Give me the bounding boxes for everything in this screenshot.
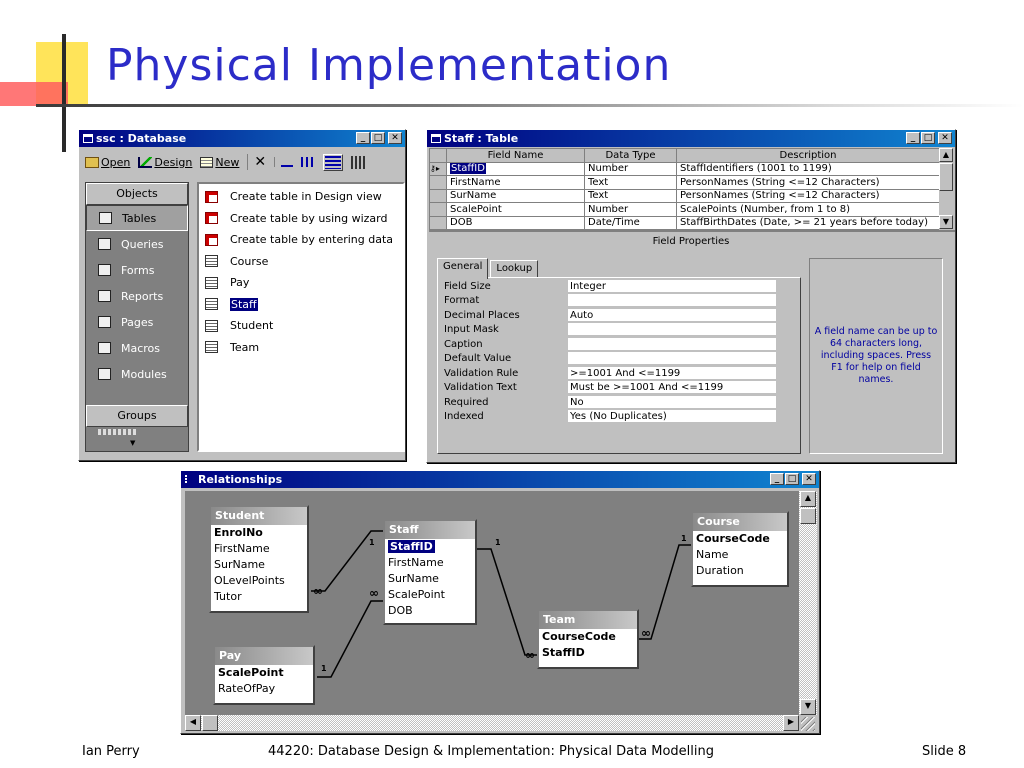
cell-text: StaffIdentifiers (1001 to 1199): [680, 163, 832, 175]
object-item-queries[interactable]: [86, 231, 188, 257]
property-row: [440, 279, 798, 294]
relationships-icon: [185, 475, 195, 483]
table-item-label: Student: [230, 319, 274, 333]
column-header-description[interactable]: Description: [677, 149, 940, 163]
table-icon: [205, 298, 218, 310]
entity-field-label: CourseCode: [542, 630, 616, 643]
property-value-input[interactable]: >=1001 And <=1199: [568, 367, 776, 380]
field-name-cell[interactable]: [447, 176, 585, 190]
open-button[interactable]: Open: [85, 156, 130, 169]
cell-text: FirstName: [450, 176, 501, 188]
staff-table-titlebar[interactable]: [427, 130, 955, 147]
property-row: [440, 308, 798, 323]
entity-field-label: Tutor: [214, 590, 242, 603]
object-item-label: Tables: [122, 211, 157, 225]
objects-header[interactable]: Objects: [86, 183, 188, 205]
entity-field[interactable]: [211, 525, 307, 541]
property-value-input[interactable]: Auto: [568, 309, 776, 322]
column-header-data-type[interactable]: Data Type: [585, 149, 677, 163]
entity-field-label: RateOfPay: [218, 682, 276, 695]
design-button[interactable]: Design: [138, 156, 192, 169]
entity-field[interactable]: [693, 531, 787, 547]
card-staff-student-one: 1: [369, 538, 375, 547]
entity-field[interactable]: [539, 645, 637, 661]
property-value-input[interactable]: [568, 294, 776, 307]
relationship-line-pay-staff: [317, 601, 383, 677]
entity-field-label: StaffID: [542, 646, 585, 659]
entity-field-label: ScalePoint: [388, 588, 445, 601]
entity-field[interactable]: [385, 587, 475, 603]
property-value-input[interactable]: Yes (No Duplicates): [568, 410, 776, 423]
field-grid: [429, 148, 940, 230]
property-row: [440, 294, 798, 309]
column-header-field-name[interactable]: Field Name: [447, 149, 585, 163]
description-cell[interactable]: [677, 162, 940, 176]
entity-staff[interactable]: [383, 519, 477, 625]
property-value-input[interactable]: [568, 352, 776, 365]
database-window: [78, 129, 406, 461]
create-table-option[interactable]: [199, 186, 403, 208]
relationships-hscroll[interactable]: [185, 715, 799, 731]
field-row[interactable]: [430, 203, 940, 217]
entity-field[interactable]: [385, 571, 475, 587]
card-staff-pay-many: ∞: [369, 586, 379, 600]
close-button[interactable]: ✕: [938, 132, 952, 144]
cell-text: PersonNames (String <=12 Characters): [680, 176, 880, 188]
card-staff-team-one: 1: [495, 538, 501, 547]
entity-pay-fields: [215, 665, 313, 697]
create-table-option[interactable]: [199, 229, 403, 251]
cell-text: ScalePoints (Number, from 1 to 8): [680, 203, 851, 215]
field-hint-box: [809, 258, 943, 454]
details-view-icon: [351, 156, 367, 169]
property-row: [440, 352, 798, 367]
field-row[interactable]: [430, 176, 940, 190]
row-selector[interactable]: [430, 176, 447, 190]
database-window-titlebar[interactable]: [79, 130, 405, 147]
database-icon: [83, 134, 93, 143]
scroll-down-icon[interactable]: ▼: [130, 439, 136, 447]
cell-text: SurName: [450, 190, 497, 202]
entity-field[interactable]: [539, 629, 637, 645]
scroll-hthumb[interactable]: [202, 715, 218, 731]
resize-grip-icon[interactable]: [801, 717, 815, 731]
cell-text: StaffBirthDates (Date, >= 21 years before today): [680, 217, 928, 229]
property-row: [440, 366, 798, 381]
data-type-cell[interactable]: [585, 216, 677, 230]
tables-list-pane: [197, 182, 405, 452]
entity-field[interactable]: [215, 681, 313, 697]
description-cell[interactable]: [677, 176, 940, 190]
entity-course-header: Course: [693, 513, 787, 531]
design-icon: [138, 157, 152, 168]
grid-corner: [430, 149, 447, 163]
new-button[interactable]: New: [200, 156, 239, 169]
minimize-button[interactable]: _: [356, 132, 370, 144]
properties-panel: [437, 258, 801, 454]
scroll-down-button[interactable]: ▼: [939, 215, 953, 229]
entity-course[interactable]: [691, 511, 789, 587]
object-item-label: Modules: [121, 367, 167, 381]
scroll-up-button[interactable]: ▲: [800, 491, 816, 507]
maximize-button[interactable]: □: [371, 132, 385, 144]
property-value-input[interactable]: [568, 338, 776, 351]
scroll-thumb[interactable]: [800, 508, 816, 524]
new-icon: [200, 157, 213, 168]
cell-text: Text: [588, 176, 609, 188]
entity-field[interactable]: [211, 557, 307, 573]
favorites-partial-item: [98, 429, 138, 435]
relationship-line-staff-team: [477, 549, 537, 655]
close-button[interactable]: ✕: [802, 473, 816, 485]
objects-list: [86, 205, 188, 387]
table-icon: [205, 341, 218, 353]
large-icons-button[interactable]: [274, 157, 293, 167]
property-row: [440, 337, 798, 352]
object-item-tables[interactable]: [86, 205, 188, 231]
relationships-titlebar[interactable]: [181, 471, 819, 488]
footer-course: 44220: Database Design & Implementation: Physical Data Modelling: [268, 744, 714, 759]
entity-student[interactable]: [209, 505, 309, 613]
entity-field-label: FirstName: [214, 542, 270, 555]
entity-field-label: SurName: [214, 558, 265, 571]
tables-list: [199, 184, 403, 358]
entity-field[interactable]: [385, 603, 475, 619]
entity-pay-header: Pay: [215, 647, 313, 665]
relationships-vscroll[interactable]: [799, 491, 817, 715]
report-icon: [98, 290, 111, 302]
cell-text: StaffID: [451, 163, 485, 175]
entity-field[interactable]: [385, 555, 475, 571]
decor-red-bar: [0, 82, 68, 106]
entity-field[interactable]: [211, 541, 307, 557]
property-row: [440, 395, 798, 410]
field-hint-text: A field name can be up to 64 characters long, including spaces. Press F1 for help on field names.: [814, 326, 938, 385]
object-item-label: Reports: [121, 289, 164, 303]
field-row[interactable]: [430, 216, 940, 230]
list-view-button[interactable]: [323, 154, 343, 171]
entity-field[interactable]: [215, 665, 313, 681]
entity-team[interactable]: [537, 609, 639, 669]
footer-author: Ian Perry: [82, 744, 140, 759]
slide-title: Physical Implementation: [106, 40, 672, 91]
staff-table-window: [426, 129, 956, 463]
property-value-input[interactable]: [568, 323, 776, 336]
open-icon: [85, 157, 99, 168]
table-icon: [205, 255, 218, 267]
entity-field-label: EnrolNo: [214, 526, 263, 539]
property-label: Default Value: [444, 353, 512, 365]
cell-text: PersonNames (String <=12 Characters): [680, 190, 880, 202]
property-label: Format: [444, 295, 480, 307]
table-item[interactable]: [199, 315, 403, 337]
object-item-label: Forms: [121, 263, 155, 277]
tab-lookup[interactable]: Lookup: [490, 260, 538, 277]
table-item-label: Pay: [230, 276, 250, 290]
object-item-macros[interactable]: [86, 335, 188, 361]
property-label: Input Mask: [444, 324, 499, 336]
footer-slide-number: Slide 8: [922, 744, 967, 759]
scroll-down-button[interactable]: ▼: [800, 699, 816, 715]
primary-key-icon[interactable]: ⚷▸: [430, 162, 447, 176]
table-icon: [205, 320, 218, 332]
row-selector[interactable]: [430, 216, 447, 230]
property-label: Caption: [444, 338, 483, 350]
details-view-button[interactable]: [351, 156, 367, 169]
entity-staff-fields: [385, 539, 475, 619]
data-type-cell[interactable]: [585, 176, 677, 190]
table-icon: [99, 212, 112, 224]
cell-text: Number: [588, 163, 629, 175]
property-row: [440, 381, 798, 396]
description-cell[interactable]: [677, 216, 940, 230]
relationship-line-course-team: [639, 545, 691, 639]
card-pay-one: 1: [321, 664, 327, 673]
property-label: Field Size: [444, 280, 491, 292]
table-item-label: Create table by entering data: [230, 233, 394, 247]
entity-field[interactable]: [693, 563, 787, 579]
wizard-icon: [205, 212, 218, 224]
object-item-label: Queries: [121, 237, 164, 251]
entity-team-fields: [539, 629, 637, 661]
macro-icon: [98, 342, 111, 354]
table-item-label: Team: [230, 340, 260, 354]
property-label: Indexed: [444, 411, 484, 423]
cell-text: ScalePoint: [450, 203, 502, 215]
card-team-staff-many: ∞: [525, 648, 535, 662]
maximize-button[interactable]: □: [921, 132, 935, 144]
entity-field-label: SurName: [388, 572, 439, 585]
object-item-forms[interactable]: [86, 257, 188, 283]
entity-student-header: Student: [211, 507, 307, 525]
card-student-many: ∞: [313, 584, 323, 598]
list-view-icon: [325, 156, 341, 169]
field-row[interactable]: [430, 189, 940, 203]
entity-field-label: OLevelPoints: [214, 574, 285, 587]
module-icon: [98, 368, 111, 380]
form-icon: [98, 264, 111, 276]
entity-staff-header: Staff: [385, 521, 475, 539]
table-item-label: Create table in Design view: [230, 190, 382, 204]
table-item[interactable]: [199, 337, 403, 359]
field-name-cell[interactable]: [447, 189, 585, 203]
small-icons-icon: [301, 157, 315, 167]
field-name-cell[interactable]: [447, 162, 585, 176]
entity-field[interactable]: [211, 589, 307, 605]
table-icon: [205, 277, 218, 289]
object-item-reports[interactable]: [86, 283, 188, 309]
properties-list: [440, 279, 798, 424]
description-cell[interactable]: [677, 189, 940, 203]
relationships-canvas: [185, 491, 799, 715]
wizard-icon: [205, 191, 218, 203]
data-type-cell[interactable]: [585, 203, 677, 217]
field-name-cell[interactable]: [447, 203, 585, 217]
scroll-thumb[interactable]: [939, 163, 953, 191]
property-value-input[interactable]: Integer: [568, 280, 776, 293]
entity-student-fields: [211, 525, 307, 605]
object-item-pages[interactable]: [86, 309, 188, 335]
staff-table-title: Staff : Table: [444, 132, 519, 145]
property-label: Required: [444, 396, 489, 408]
property-label: Decimal Places: [444, 309, 520, 321]
property-row: [440, 323, 798, 338]
small-icons-button[interactable]: [301, 157, 315, 167]
entity-field[interactable]: [693, 547, 787, 563]
maximize-button[interactable]: □: [785, 473, 799, 485]
card-course-one: 1: [681, 534, 687, 543]
entity-course-fields: [693, 531, 787, 579]
property-row: [440, 410, 798, 425]
scroll-up-button[interactable]: ▲: [939, 148, 953, 162]
minimize-button[interactable]: _: [770, 473, 784, 485]
description-cell[interactable]: [677, 203, 940, 217]
property-label: Validation Text: [444, 382, 517, 394]
table-item-label: Create table by using wizard: [230, 211, 388, 225]
relationships-title: Relationships: [198, 473, 283, 486]
objects-panel: [85, 182, 189, 452]
object-item-modules[interactable]: [86, 361, 188, 387]
entity-field[interactable]: [211, 573, 307, 589]
property-label: Validation Rule: [444, 367, 519, 379]
cell-text: Text: [588, 190, 609, 202]
entity-field-label: DOB: [388, 604, 413, 617]
entity-pay[interactable]: [213, 645, 315, 705]
entity-field-label: Duration: [696, 564, 744, 577]
card-team-course-many: ∞: [641, 626, 651, 640]
table-icon: [431, 134, 441, 143]
entity-field-label: Name: [696, 548, 729, 561]
groups-header[interactable]: Groups: [86, 405, 188, 427]
wizard-icon: [205, 234, 218, 246]
field-row[interactable]: [430, 162, 940, 176]
row-selector[interactable]: [430, 189, 447, 203]
cell-text: Number: [588, 203, 629, 215]
object-item-label: Macros: [121, 341, 161, 355]
table-item-label: Staff: [231, 297, 257, 311]
entity-field-label: FirstName: [388, 556, 444, 569]
field-name-cell[interactable]: [447, 216, 585, 230]
database-toolbar: [79, 147, 405, 177]
table-item[interactable]: [199, 294, 403, 316]
decor-vertical-line: [62, 34, 66, 152]
decor-horizontal-line: [36, 104, 1024, 107]
close-button[interactable]: ✕: [388, 132, 402, 144]
create-table-option[interactable]: [199, 208, 403, 230]
cell-text: Date/Time: [588, 217, 640, 229]
entity-team-header: Team: [539, 611, 637, 629]
field-grid-scrollbar[interactable]: [939, 148, 955, 230]
data-type-cell[interactable]: [585, 162, 677, 176]
entity-field-label: ScalePoint: [218, 666, 284, 679]
object-item-label: Pages: [121, 315, 154, 329]
relationships-window: [180, 470, 820, 734]
large-icons-icon: [281, 157, 293, 167]
row-selector[interactable]: [430, 203, 447, 217]
cell-text: DOB: [450, 217, 473, 229]
property-value-input[interactable]: No: [568, 396, 776, 409]
data-type-cell[interactable]: [585, 189, 677, 203]
entity-field[interactable]: [385, 539, 475, 555]
page-icon: [98, 316, 111, 328]
minimize-button[interactable]: _: [906, 132, 920, 144]
delete-button[interactable]: ✕: [247, 154, 266, 170]
entity-field-label: StaffID: [390, 540, 433, 553]
entity-field-label: CourseCode: [696, 532, 770, 545]
table-item-label: Course: [230, 254, 269, 268]
scroll-right-button[interactable]: ▶: [783, 715, 799, 731]
table-item[interactable]: [199, 272, 403, 294]
query-icon: [98, 238, 111, 250]
scroll-left-button[interactable]: ◀: [185, 715, 201, 731]
database-window-title: ssc : Database: [96, 132, 187, 145]
table-item[interactable]: [199, 251, 403, 273]
property-value-input[interactable]: Must be >=1001 And <=1199: [568, 381, 776, 394]
field-properties-label: Field Properties: [652, 236, 730, 247]
tab-general[interactable]: General: [437, 258, 488, 279]
